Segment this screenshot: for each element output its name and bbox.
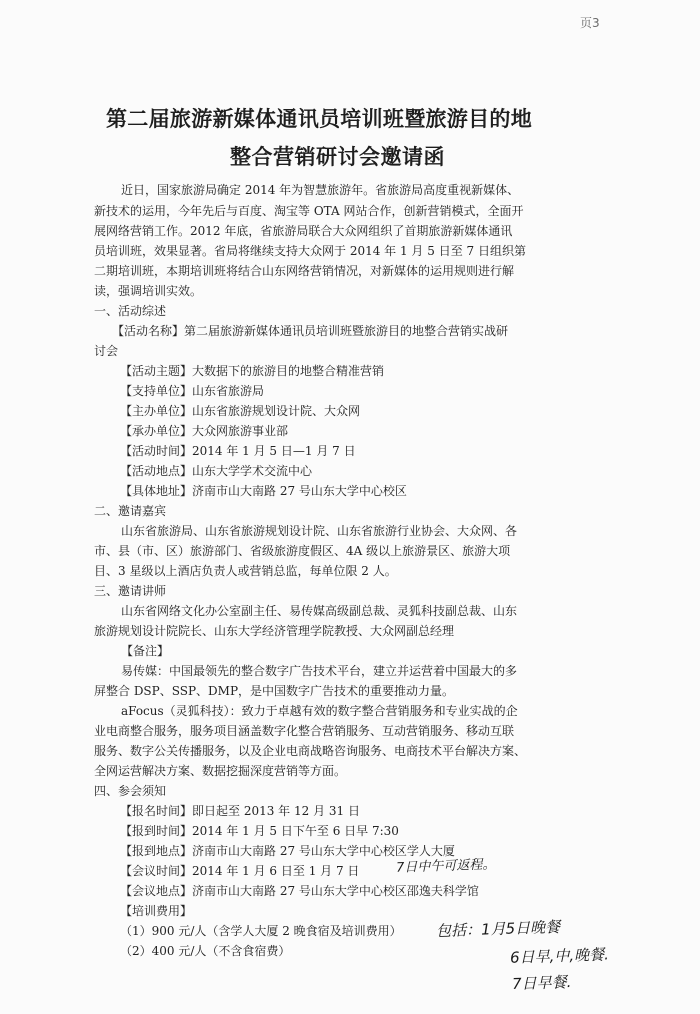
notice-field: 【报到地点】济南市山大南路 27 号山东大学中心校区学人大厦: [120, 844, 455, 858]
fee-option: （2）400 元/人（不含食宿费）: [120, 944, 291, 958]
notice-field: 【报到时间】2014 年 1 月 5 日下午至 6 日早 7:30: [120, 824, 399, 838]
remark-line: 全网运营解决方案、数据挖掘深度营销等方面。: [94, 764, 347, 778]
remark-line: 业电商整合服务，服务项目涵盖数字化整合营销服务、互动营销服务、移动互联: [94, 724, 515, 738]
notice-field: 【培训费用】: [120, 904, 193, 918]
section-heading: 一、活动综述: [94, 304, 167, 318]
intro-line: 新技术的运用，今年先后与百度、淘宝等 OTA 网站合作，创新营销模式，全面开: [94, 204, 524, 218]
activity-field: 讨会: [94, 344, 119, 358]
section-heading: 三、邀请讲师: [94, 584, 167, 598]
handwritten-note-return: 7日中午可返程。: [395, 857, 496, 876]
document-title-line-1: 第二届旅游新媒体通讯员培训班暨旅游目的地: [106, 106, 532, 131]
activity-field: 【承办单位】大众网旅游事业部: [120, 424, 289, 438]
guest-line: 山东省旅游局、山东省旅游规划设计院、山东省旅游行业协会、大众网、各: [121, 524, 518, 538]
activity-field: 【活动主题】大数据下的旅游目的地整合精准营销: [120, 364, 385, 378]
fee-option: （1）900 元/人（含学人大厦 2 晚食宿及培训费用）: [120, 924, 402, 938]
remark-line: 服务、数字公关传播服务，以及企业电商战略咨询服务、电商技术平台解决方案、: [94, 744, 527, 758]
activity-field: 【具体地址】济南市山大南路 27 号山东大学中心校区: [120, 484, 407, 498]
handwritten-note-meals: 7日早餐.: [511, 972, 572, 994]
activity-field: 【活动时间】2014 年 1 月 5 日—1 月 7 日: [120, 444, 356, 458]
speaker-line: 山东省网络文化办公室副主任、易传媒高级副总裁、灵狐科技副总裁、山东: [121, 604, 518, 618]
remark-line: 易传媒：中国最领先的整合数字广告技术平台，建立并运营着中国最大的多: [121, 664, 518, 678]
remark-line: 屏整合 DSP、SSP、DMP，是中国数字广告技术的重要推动力量。: [94, 684, 455, 698]
document-title-line-2: 整合营销研讨会邀请函: [230, 144, 445, 169]
guest-line: 目、3 星级以上酒店负责人或营销总监，每单位限 2 人。: [94, 564, 397, 578]
remark-line: aFocus（灵狐科技）：致力于卓越有效的数字整合营销服务和专业实战的企: [121, 704, 518, 718]
section-heading: 四、参会须知: [94, 784, 167, 798]
notice-field: 【会议地点】济南市山大南路 27 号山东大学中心校区邵逸夫科学馆: [120, 884, 479, 898]
page-number: 页3: [580, 16, 600, 30]
activity-field: 【支持单位】山东省旅游局: [120, 384, 265, 398]
activity-field: 【活动地点】山东大学学术交流中心: [120, 464, 313, 478]
handwritten-note-meals: 6日早,中,晚餐.: [509, 945, 610, 967]
activity-field: 【活动名称】第二届旅游新媒体通讯员培训班暨旅游目的地整合营销实战研: [112, 324, 509, 338]
notice-field: 【报名时间】即日起至 2013 年 12 月 31 日: [120, 804, 360, 818]
intro-line: 二期培训班，本期培训班将结合山东网络营销情况，对新媒体的运用规则进行解: [94, 264, 515, 278]
handwritten-note-meals: 包括：1月5日晚餐: [435, 917, 561, 941]
speaker-line: 旅游规划设计院院长、山东大学经济管理学院教授、大众网副总经理: [94, 624, 455, 638]
activity-field: 【主办单位】山东省旅游规划设计院、大众网: [120, 404, 361, 418]
intro-line: 员培训班，效果显著。省局将继续支持大众网于 2014 年 1 月 5 日至 7 日组织第: [94, 244, 526, 258]
intro-line: 近日，国家旅游局确定 2014 年为智慧旅游年。省旅游局高度重视新媒体、: [121, 183, 520, 197]
section-heading: 二、邀请嘉宾: [94, 504, 167, 518]
guest-line: 市、县（市、区）旅游部门、省级旅游度假区、4A 级以上旅游景区、旅游大项: [94, 544, 511, 558]
intro-line: 读，强调培训实效。: [94, 284, 203, 298]
remark-heading: 【备注】: [121, 644, 170, 658]
intro-line: 展网络营销工作。2012 年底，省旅游局联合大众网组织了首期旅游新媒体通讯: [94, 224, 513, 238]
notice-field: 【会议时间】2014 年 1 月 6 日至 1 月 7 日: [120, 864, 360, 878]
